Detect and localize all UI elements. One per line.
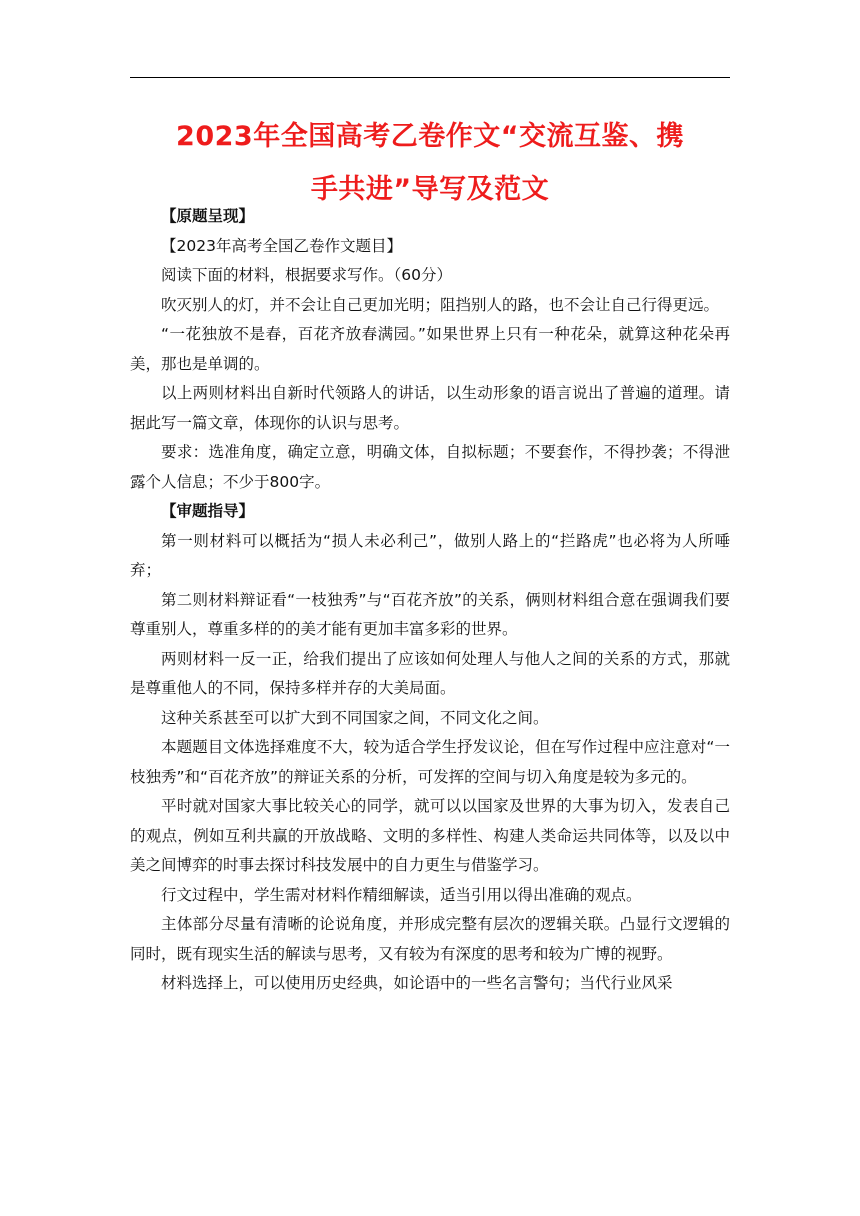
title-line-2: 手共进”导写及范文: [310, 174, 550, 205]
paragraph: “一花独放不是春，百花齐放春满园。”如果世界上只有一种花朵，就算这种花朵再美，那也是单调的。: [130, 325, 730, 373]
paragraph: 以上两则材料出自新时代领路人的讲话，以生动形象的语言说出了普遍的道理。请据此写一篇文章，体现你的认识与思考。: [130, 384, 730, 432]
section-heading-original-question: 【原题呈现】: [161, 207, 255, 225]
paragraph: 要求：选准角度，确定立意，明确文体，自拟标题；不要套作，不得抄袭；不得泄露个人信息；不少于800字。: [130, 443, 730, 491]
paragraph: 吹灭别人的灯，并不会让自己更加光明；阻挡别人的路，也不会让自己行得更远。: [161, 295, 720, 314]
paragraph: 这种关系甚至可以扩大到不同国家之间，不同文化之间。: [161, 708, 549, 727]
document-title: [130, 110, 730, 216]
section-heading-guidance: 【审题指导】: [161, 502, 255, 520]
paragraph: 第一则材料可以概括为“损人未必利己”，做别人路上的“拦路虎”也必将为人所唾弃；: [130, 531, 730, 579]
paragraph: 两则材料一反一正，给我们提出了应该如何处理人与他人之间的关系的方式，那就是尊重他人的不同，保持多样并存的大美局面。: [130, 649, 730, 697]
paragraph: 第二则材料辩证看“一枝独秀”与“百花齐放”的关系，俩则材料组合意在强调我们要尊重别人，尊重多样的的美才能有更加丰富多彩的世界。: [130, 590, 730, 638]
paragraph: 【2023年高考全国乙卷作文题目】: [161, 236, 402, 255]
paragraph: 本题题目文体选择难度不大，较为适合学生抒发议论，但在写作过程中应注意对“一枝独秀”和“百花齐放”的辩证关系的分析，可发挥的空间与切入角度是较为多元的。: [130, 738, 730, 786]
paragraph: 平时就对国家大事比较关心的同学，就可以以国家及世界的大事为切入，发表自己的观点，例如互利共赢的开放战略、文明的多样性、构建人类命运共同体等，以及以中美之间博弈的时事去探讨科技发展中的自力更生与借鉴学习。: [130, 797, 730, 874]
paragraph: 主体部分尽量有清晰的论说角度，并形成完整有层次的逻辑关联。凸显行文逻辑的同时，既有现实生活的解读与思考，又有较为有深度的思考和较为广博的视野。: [130, 915, 730, 963]
header-rule: [130, 77, 730, 78]
document-body: [130, 202, 730, 999]
paragraph: 材料选择上，可以使用历史经典，如论语中的一些名言警句；当代行业风采: [161, 974, 673, 992]
paragraph: 行文过程中，学生需对材料作精细解读，适当引用以得出准确的观点。: [161, 885, 642, 904]
paragraph: 阅读下面的材料，根据要求写作。（60分）: [161, 266, 452, 284]
title-line-1: 2023年全国高考乙卷作文“交流互鉴、携: [176, 121, 684, 152]
